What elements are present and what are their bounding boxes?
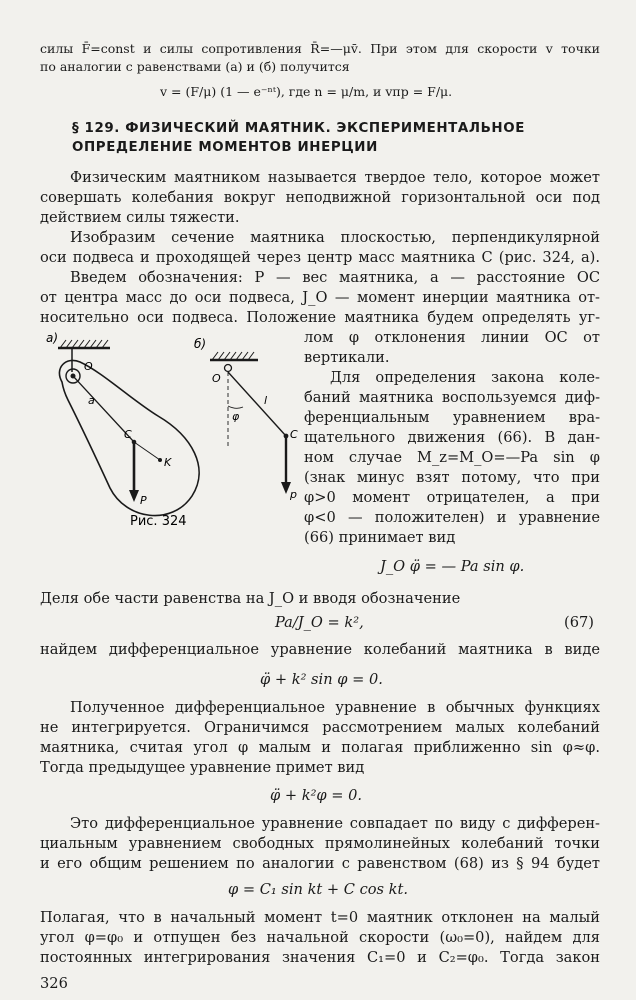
text-line: φ>0 момент отрицателен, а при: [304, 489, 600, 506]
section-heading-line-1: § 129. ФИЗИЧЕСКИЙ МАЯТНИК. ЭКСПЕРИМЕНТАЛЬНОЕ: [72, 121, 525, 136]
section-heading-line-2: ОПРЕДЕЛЕНИЕ МОМЕНТОВ ИНЕРЦИИ: [72, 140, 378, 155]
point-O2-label: O: [212, 372, 221, 385]
text-line: силы F̄=const и силы сопротивления R̄=—μv̄. При этом для скорости v точки: [40, 41, 600, 56]
text-line: по аналогии с равенствами (а) и (б) получится: [40, 59, 350, 74]
text-line: совершать колебания вокруг неподвижной горизонтальной оси под: [40, 189, 600, 206]
text-line: носительно оси подвеса. Положение маятника будем определять уг-: [40, 309, 600, 326]
equation-nonlinear: φ̈ + k² sin φ = 0.: [260, 671, 383, 688]
text-line: маятника, считая угол φ малым и полагая приближенно sin φ≈φ.: [40, 739, 600, 756]
length-l-label: l: [264, 394, 268, 407]
text-line: циальным уравнением свободных прямолинейных колебаний точки: [40, 835, 600, 852]
figure-label-b: б): [194, 337, 207, 351]
text-line: Деля обе части равенства на J_O и вводя обозначение: [40, 590, 461, 607]
text-line: от центра масс до оси подвеса, J_O — момент инерции маятника от-: [40, 289, 600, 306]
point-O-label: O: [84, 360, 93, 373]
text-line: вертикали.: [304, 349, 390, 366]
text-line: (знак минус взят потому, что при: [304, 469, 600, 486]
text-line: баний маятника воспользуемся диф-: [304, 389, 600, 406]
point-C-label: C: [124, 428, 132, 441]
text-line: Изобразим сечение маятника плоскостью, перпендикулярной: [70, 229, 600, 246]
figure-caption: Рис. 324: [130, 514, 187, 529]
text-line: действием силы тяжести.: [40, 209, 240, 226]
equation-linear: φ̈ + k²φ = 0.: [270, 787, 363, 804]
figure-part-a: [46, 331, 199, 516]
equation-velocity: v = (F/μ) (1 — e⁻ⁿᵗ), где n = μ/m, и vпр = F/μ.: [160, 84, 453, 99]
text-line: ференциальным уравнением вра-: [304, 409, 600, 426]
text-line: лом φ отклонения линии OC от: [304, 329, 600, 346]
equation-number-67: (67): [564, 614, 594, 631]
angle-phi-label: φ: [232, 410, 240, 423]
figure-part-b: [194, 337, 298, 501]
text-line: не интегрируется. Ограничимся рассмотрением малых колебаний: [40, 719, 600, 736]
equation-rotation: J_O φ̈ = — Pa sin φ.: [380, 558, 525, 575]
text-line: Введем обозначения: P — вес маятника, a — расстояние OC: [70, 269, 600, 286]
text-line: постоянных интегрирования значения C₁=0 и C₂=φ₀. Тогда закон: [40, 949, 600, 966]
text-line: Тогда предыдущее уравнение примет вид: [40, 759, 365, 776]
text-line: Для определения закона коле-: [330, 369, 600, 386]
page-number: 326: [40, 975, 68, 992]
text-line: Физическим маятником называется твердое тело, которое может: [70, 169, 600, 186]
text-line: φ<0 — положителен) и уравнение: [304, 509, 600, 526]
weight-P-label: P: [140, 494, 147, 507]
point-K-label: K: [164, 456, 172, 469]
text-line: оси подвеса и проходящей через центр масс маятника C (рис. 324, а).: [40, 249, 600, 266]
figure-324: [40, 320, 302, 540]
text-line: Полагая, что в начальный момент t=0 маятник отклонен на малый: [40, 909, 600, 926]
text-line: Полученное дифференциальное уравнение в обычных функциях: [70, 699, 600, 716]
text-line: найдем дифференциальное уравнение колебаний маятника в виде: [40, 641, 600, 658]
text-line: щательного движения (66). В дан-: [304, 429, 600, 446]
weight-P2-label: p: [290, 488, 297, 501]
distance-a-label: a: [88, 394, 95, 407]
text-line: угол φ=φ₀ и отпущен без начальной скорости (ω₀=0), найдем для: [40, 929, 600, 946]
text-line: (66) принимает вид: [304, 529, 456, 546]
equation-solution: φ = C₁ sin kt + C cos kt.: [228, 881, 409, 898]
figure-label-a: а): [46, 331, 59, 345]
point-C2-label: C: [290, 428, 298, 441]
text-line: Это дифференциальное уравнение совпадает по виду с дифферен-: [70, 815, 600, 832]
text-line: ном случае M_z=M_O=—Pa sin φ: [304, 449, 600, 466]
text-line: и его общим решением по аналогии с равенством (68) из § 94 будет: [40, 855, 600, 872]
equation-67: Pa/J_O = k²,: [275, 614, 364, 631]
